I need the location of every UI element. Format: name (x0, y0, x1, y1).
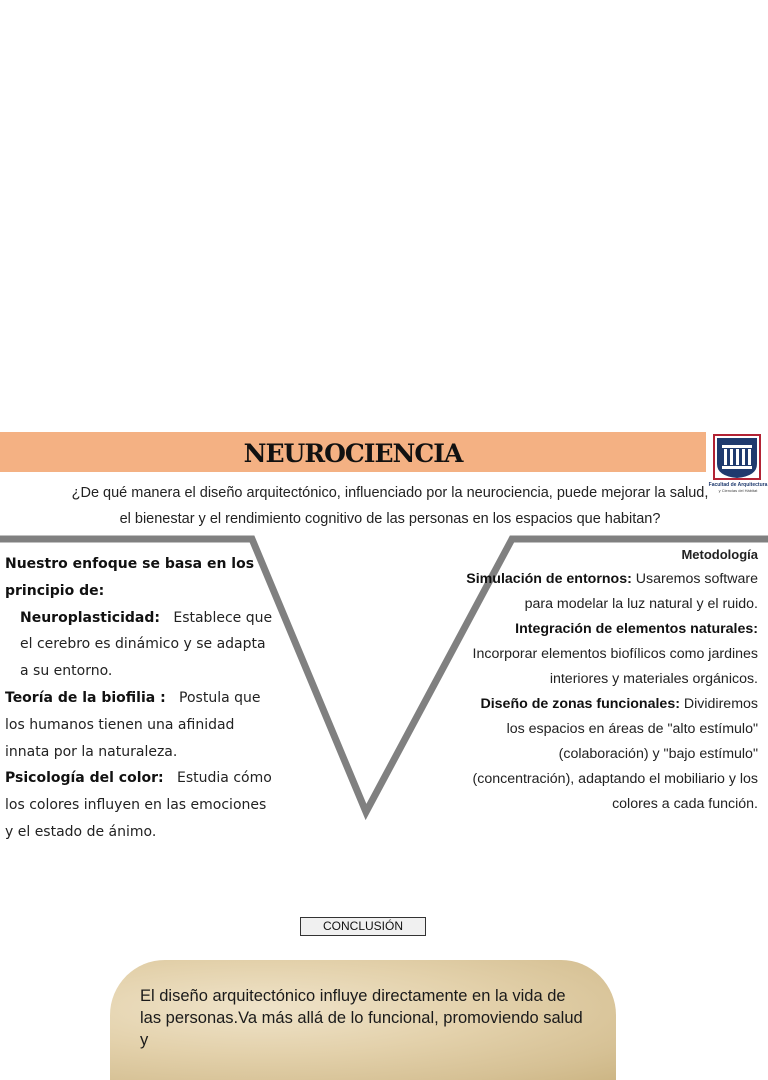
principle-neuroplasticity (5, 605, 277, 685)
principle-text: Estudia cómo los colores influyen en las emociones y el estado de ánimo. (5, 770, 272, 840)
method-term: Diseño de zonas funcionales: (480, 696, 680, 712)
logo-caption: Facultad de Arquitectura (708, 482, 768, 488)
method-text: Incorporar elementos biofílicos como jardines interiores y materiales orgánicos. (472, 646, 758, 687)
method-functional-zones (460, 692, 758, 817)
principles-column (5, 551, 277, 846)
method-term: Integración de elementos naturales: (515, 621, 758, 637)
method-text: Usaremos software para modelar la luz natural y el ruido. (524, 571, 758, 612)
conclusion-text: El diseño arquitectónico influye directamente en la vida de las personas.Va más allá de lo funcional, promoviendo salud y (140, 987, 583, 1049)
logo-subcaption: y Ciencias del Hábitat (718, 488, 758, 493)
methodology-column (460, 542, 758, 817)
principle-term: Neuroplasticidad: (20, 609, 160, 626)
principle-biophilia (5, 685, 277, 765)
methodology-heading: Metodología (681, 547, 758, 562)
principle-color-psychology (5, 765, 277, 845)
conclusion-label: CONCLUSIÓN (300, 917, 426, 936)
page-title: NEUROCIENCIA (243, 439, 463, 468)
method-term: Simulación de entornos: (466, 571, 632, 587)
principle-term: Teoría de la biofilia : (5, 689, 166, 706)
method-natural-elements (460, 617, 758, 692)
principles-intro: Nuestro enfoque se basa en los principio de: (5, 556, 255, 599)
principle-text: Postula que los humanos tienen una afinidad innata por la naturaleza. (5, 689, 261, 760)
method-text: Dividiremos los espacios en áreas de "alto estímulo" (colaboración) y "bajo estímulo" (concentración), adaptando el mobiliario y los colores a cada función. (472, 696, 758, 812)
method-simulation (460, 567, 758, 617)
principle-text: Establece que el cerebro es dinámico y se adapta a su entorno. (20, 609, 273, 680)
research-question: ¿De qué manera el diseño arquitectónico, influenciado por la neurociencia, puede mejorar la salud, el bienestar y el rendimiento cognitivo de las personas en los espacios que habitan? (71, 485, 709, 527)
principle-term: Psicología del color: (5, 770, 164, 787)
